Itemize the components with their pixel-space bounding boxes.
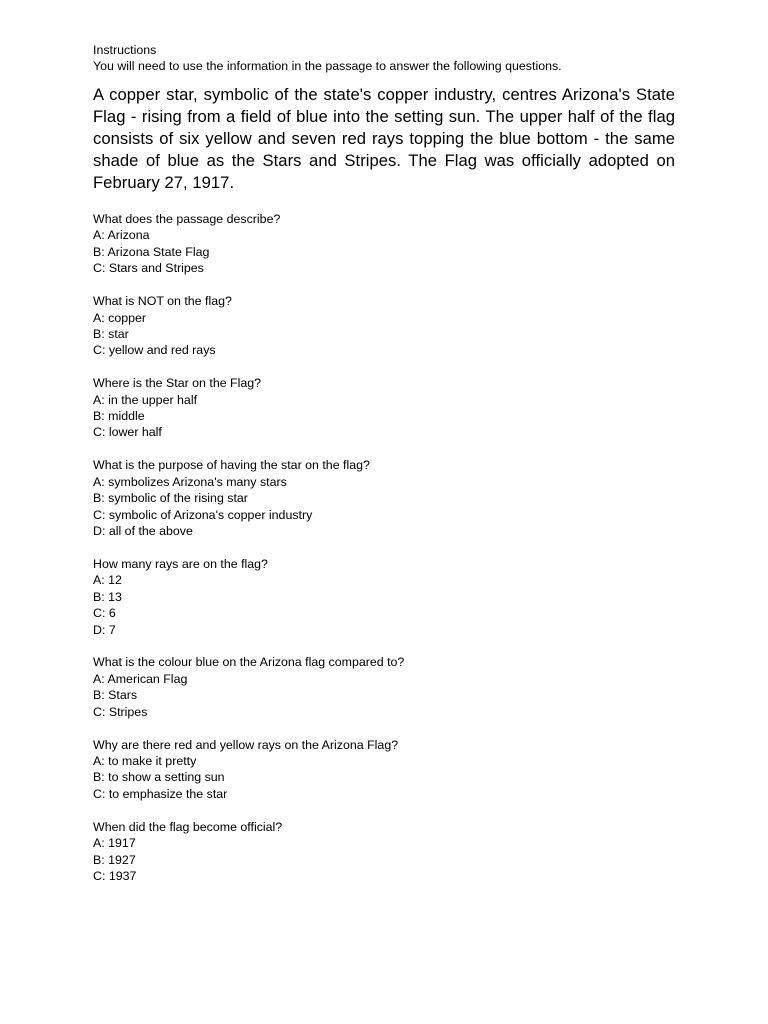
question-text: When did the flag become official? (93, 819, 283, 834)
answer-option: B: star (93, 326, 129, 341)
question-text: How many rays are on the flag? (93, 556, 268, 571)
answer-option: C: to emphasize the star (93, 786, 228, 801)
question-text: What is the purpose of having the star on the flag? (93, 458, 370, 473)
question-block (93, 211, 675, 277)
question-block (93, 375, 675, 441)
answer-option: B: symbolic of the rising star (93, 491, 248, 506)
answer-option: B: to show a setting sun (93, 770, 225, 785)
answer-option: A: in the upper half (93, 392, 198, 407)
answer-option: C: yellow and red rays (93, 343, 216, 358)
answer-option: B: 13 (93, 589, 122, 604)
instructions-block (93, 42, 675, 74)
question-text: What is the colour blue on the Arizona flag compared to? (93, 655, 405, 670)
question-block (93, 737, 675, 803)
answer-option: A: copper (93, 310, 147, 325)
question-list (93, 211, 675, 884)
answer-option: D: 7 (93, 622, 116, 637)
instructions-text: You will need to use the information in the passage to answer the following questions. (93, 59, 562, 73)
question-text: What does the passage describe? (93, 212, 281, 226)
answer-option: D: all of the above (93, 524, 193, 538)
answer-option: C: symbolic of Arizona's copper industry (93, 507, 313, 522)
answer-option: A: to make it pretty (93, 753, 197, 768)
question-block (93, 293, 675, 359)
answer-option: A: 1917 (93, 836, 136, 851)
answer-option: B: Arizona State Flag (93, 244, 210, 259)
answer-option: A: symbolizes Arizona's many stars (93, 474, 287, 489)
question-block (93, 654, 675, 720)
answer-option: C: 1937 (93, 868, 137, 883)
answer-option: B: 1927 (93, 852, 136, 867)
answer-option: C: lower half (93, 425, 162, 440)
answer-option: B: middle (93, 409, 145, 424)
reading-passage: A copper star, symbolic of the state's copper industry, centres Arizona's State Flag - rising from a field of blue into the setting sun. The upper half of the flag consists of six yellow and seven red rays topping the blue bottom - the same shade of blue as the Stars and Stripes. The Flag was officially adopted on February 27, 1917. (93, 85, 675, 192)
question-block (93, 819, 675, 885)
instructions-heading: Instructions (93, 43, 157, 57)
answer-option: C: Stars and Stripes (93, 261, 204, 276)
question-block (93, 556, 675, 638)
answer-option: A: Arizona (93, 228, 150, 243)
answer-option: A: 12 (93, 573, 122, 588)
answer-option: C: 6 (93, 606, 116, 621)
question-text: What is NOT on the flag? (93, 294, 232, 309)
question-text: Why are there red and yellow rays on the Arizona Flag? (93, 737, 399, 752)
question-text: Where is the Star on the Flag? (93, 376, 262, 391)
answer-option: B: Stars (93, 688, 138, 703)
answer-option: C: Stripes (93, 704, 148, 719)
question-block (93, 457, 675, 539)
document-page (93, 42, 675, 901)
answer-option: A: American Flag (93, 671, 188, 686)
